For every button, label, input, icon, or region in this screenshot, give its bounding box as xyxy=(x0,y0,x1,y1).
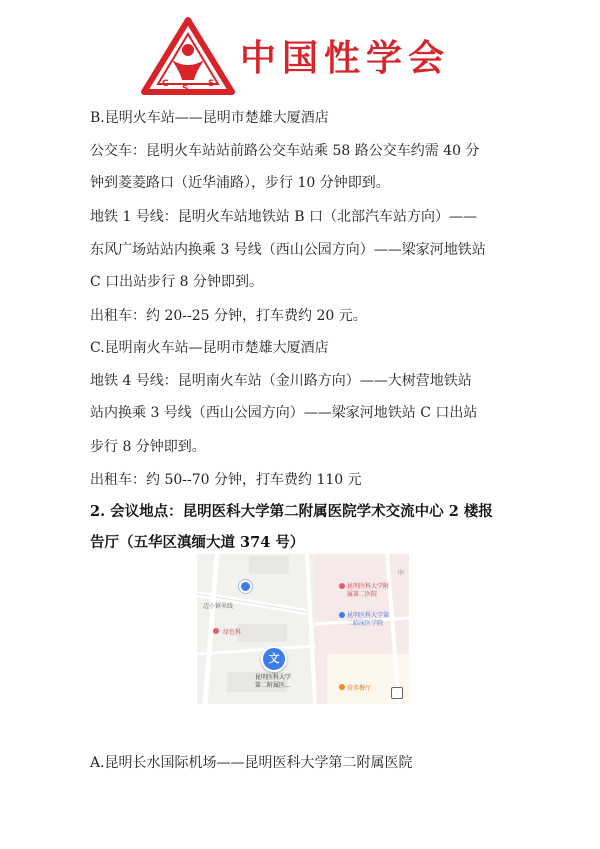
map-expand-icon[interactable] xyxy=(391,687,403,699)
text-line: C.昆明南火车站—昆明市楚雄大厦酒店 xyxy=(90,340,329,356)
map-corner-label: 中 xyxy=(398,570,405,577)
hospital-marker-icon xyxy=(339,583,345,589)
destination-pin-icon[interactable]: 文 xyxy=(261,646,287,672)
section-heading: 告厅（五华区滇缅大道 374 号） xyxy=(90,534,305,551)
map-canteen-label: 营养餐厅 xyxy=(347,685,372,692)
poi-dot-icon xyxy=(213,628,219,634)
map-shop-label: 绿色科 xyxy=(223,629,242,636)
text-line: 地铁 4 号线：昆明南火车站（金川路方向）——大树营地铁站 xyxy=(90,373,472,389)
current-location-icon xyxy=(239,580,252,593)
svg-text:C: C xyxy=(162,79,169,89)
map-hospital-label-2: 属第二医院 xyxy=(347,591,378,598)
text-line: 东风广场站站内换乘 3 号线（西山公园方向）——梁家河地铁站 xyxy=(90,242,486,258)
map-clinic-label: 昆明医科大学第 xyxy=(347,612,390,619)
map-pin-label: 昆明医科大学 xyxy=(255,674,292,681)
text-line: B.昆明火车站——昆明市楚雄大厦酒店 xyxy=(90,110,329,126)
text-line: A.昆明长水国际机场——昆明医科大学第二附属医院 xyxy=(90,755,413,771)
map-pin-label-2: 第二附属医... xyxy=(255,682,291,689)
school-marker-icon xyxy=(339,612,345,618)
text-line: 站内换乘 3 号线（西山公园方向）——梁家河地铁站 C 口出站 xyxy=(90,405,478,421)
text-line: 步行 8 分钟即到。 xyxy=(90,439,206,455)
text-line: 钟到菱菱路口（近华浦路），步行 10 分钟即到。 xyxy=(90,175,390,191)
text-line: 出租车：约 20--25 分钟，打车费约 20 元。 xyxy=(90,308,367,324)
location-map[interactable] xyxy=(197,554,409,704)
text-line: 地铁 1 号线：昆明火车站地铁站 B 口（北部汽车站方向）—— xyxy=(90,209,477,225)
text-line: 出租车：约 50--70 分钟，打车费约 110 元 xyxy=(90,472,362,488)
text-line: 公交车：昆明火车站站前路公交车站乘 58 路公交车约需 40 分 xyxy=(90,143,480,159)
text-line: C 口出站步行 8 分钟即到。 xyxy=(90,274,263,290)
map-hospital-label: 昆明医科大学附 xyxy=(347,583,390,590)
org-name: 中国性学会 xyxy=(240,37,451,79)
map-road-label: 迈小镇米线 xyxy=(203,603,234,610)
svg-text:S: S xyxy=(182,84,189,94)
restaurant-marker-icon xyxy=(339,684,345,690)
page-header xyxy=(0,0,600,100)
csss-triangle-logo-icon xyxy=(138,14,238,98)
section-heading: 2. 会议地点：昆明医科大学第二附属医院学术交流中心 2 楼报 xyxy=(90,503,493,520)
map-clinic-label-2: 二临床医学院 xyxy=(347,620,384,627)
svg-text:S: S xyxy=(208,79,215,89)
